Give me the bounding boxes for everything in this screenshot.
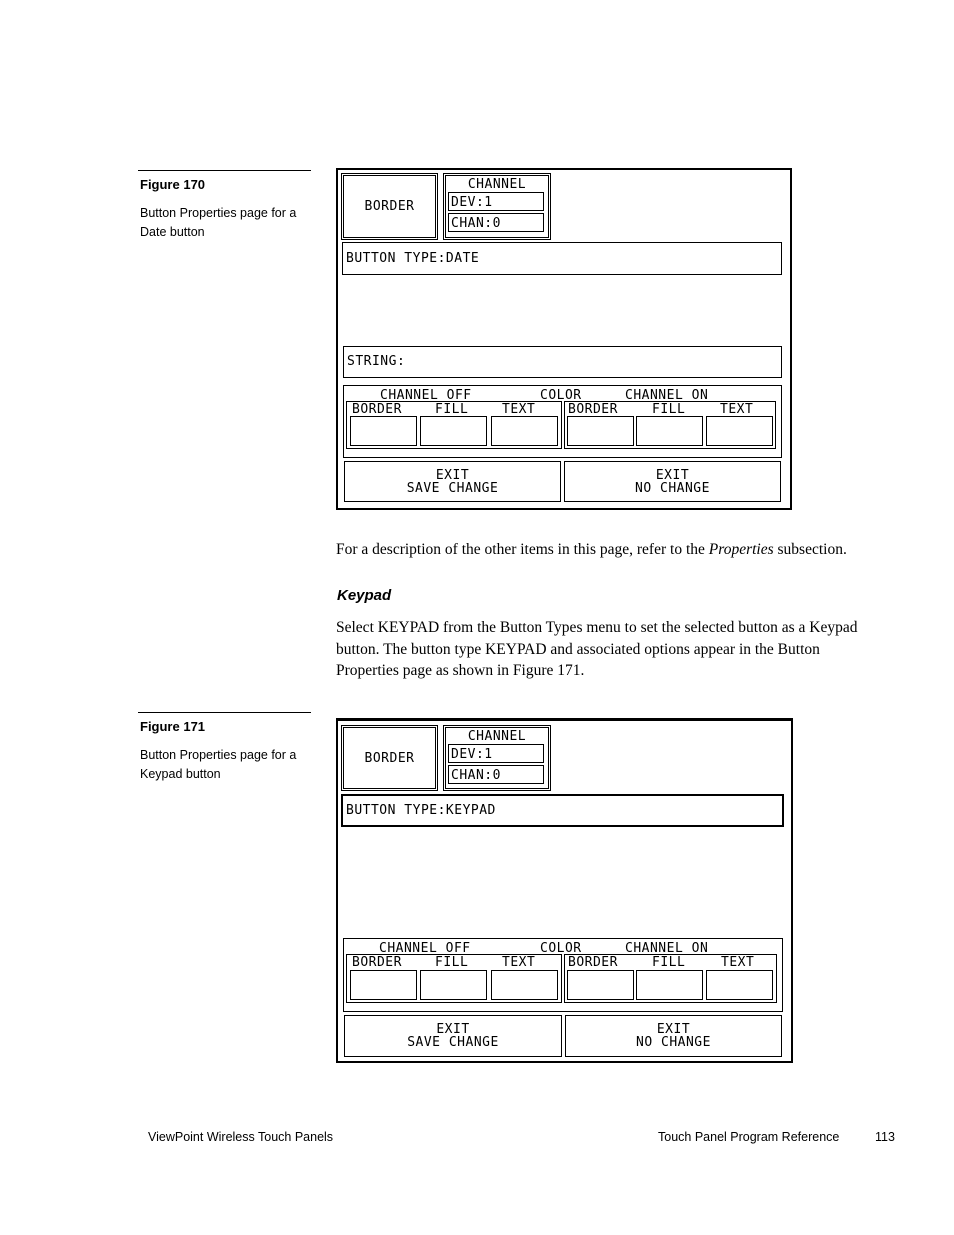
figure-171-title: Figure 171	[140, 719, 206, 734]
on-text-swatch[interactable]	[706, 970, 773, 1000]
channel-off-label: CHANNEL OFF	[380, 388, 472, 403]
color-group	[343, 385, 782, 458]
no-change-label: NO CHANGE	[635, 480, 710, 496]
channel-on-label: CHANNEL ON	[625, 388, 709, 403]
dev-value: DEV:1	[451, 195, 493, 210]
figure-170-caption	[140, 204, 296, 242]
save-change-label: SAVE CHANGE	[407, 1035, 499, 1050]
exit-label: EXIT	[436, 1022, 470, 1037]
button-type-value: BUTTON TYPE:KEYPAD	[346, 803, 496, 818]
col-fill-label: FILL	[435, 402, 469, 417]
figure-170-panel	[336, 168, 792, 510]
color-label: COLOR	[540, 941, 582, 956]
caption-line: Date button	[140, 225, 205, 239]
footer-section: Touch Panel Program Reference	[658, 1130, 840, 1144]
on-fill-swatch[interactable]	[636, 416, 703, 446]
page-number: 113	[875, 1130, 895, 1144]
chan-value: CHAN:0	[451, 216, 501, 231]
figure-171-panel	[336, 718, 793, 1063]
col-fill-label: FILL	[435, 955, 469, 970]
caption-rule	[138, 712, 311, 713]
channel-label: CHANNEL	[467, 177, 527, 192]
off-fill-swatch[interactable]	[420, 416, 487, 446]
exit-label: EXIT	[656, 1022, 691, 1037]
col-fill-label: FILL	[652, 402, 686, 417]
col-border-label: BORDER	[352, 402, 402, 417]
exit-save-change-button[interactable]	[344, 1015, 562, 1057]
border-button-label: BORDER	[364, 199, 415, 214]
button-type-field[interactable]	[341, 794, 784, 827]
border-button[interactable]	[341, 725, 438, 791]
string-field[interactable]	[343, 346, 782, 378]
border-button[interactable]	[341, 173, 438, 240]
off-fill-swatch[interactable]	[420, 970, 487, 1000]
caption-line: Button Properties page for a	[140, 206, 297, 220]
paragraph-text: For a description of the other items in this page, refer to the	[336, 541, 709, 558]
off-text-swatch[interactable]	[491, 416, 558, 446]
col-text-label: TEXT	[720, 402, 754, 417]
exit-no-change-button[interactable]	[564, 461, 781, 502]
paragraph-line: button. The button type KEYPAD and associated options appear in the Button	[336, 640, 820, 658]
channel-on-group	[564, 401, 776, 449]
col-border-label: BORDER	[352, 955, 402, 970]
channel-off-group	[346, 401, 562, 449]
figure-171-caption	[140, 746, 296, 784]
channel-label: CHANNEL	[467, 729, 527, 744]
col-text-label: TEXT	[502, 955, 536, 970]
paragraph-text: subsection.	[773, 541, 847, 558]
button-type-value: BUTTON TYPE:DATE	[346, 251, 480, 266]
off-text-swatch[interactable]	[491, 970, 558, 1000]
save-change-label: SAVE CHANGE	[406, 480, 499, 496]
figure-170-title: Figure 170	[140, 177, 206, 192]
channel-on-group	[564, 954, 777, 1003]
channel-group	[443, 173, 551, 240]
exit-no-change-button[interactable]	[565, 1015, 782, 1057]
caption-line: Button Properties page for a	[140, 748, 297, 762]
col-fill-label: FILL	[652, 955, 686, 970]
on-fill-swatch[interactable]	[636, 970, 703, 1000]
col-text-label: TEXT	[502, 402, 536, 417]
description-paragraph	[336, 539, 847, 561]
on-text-swatch[interactable]	[706, 416, 773, 446]
col-border-label: BORDER	[568, 955, 618, 970]
exit-label: EXIT	[655, 467, 690, 483]
string-label: STRING:	[347, 354, 406, 369]
chan-field[interactable]	[448, 213, 544, 232]
channel-on-label: CHANNEL ON	[625, 941, 709, 956]
dev-value: DEV:1	[451, 747, 493, 762]
col-text-label: TEXT	[721, 955, 755, 970]
chan-field[interactable]	[448, 765, 544, 784]
exit-label: EXIT	[435, 467, 470, 483]
border-button-label: BORDER	[364, 750, 415, 766]
paragraph-line: Properties page as shown in Figure 171.	[336, 662, 585, 679]
keypad-paragraph	[336, 617, 858, 682]
on-border-swatch[interactable]	[567, 416, 634, 446]
button-type-field[interactable]	[342, 242, 782, 275]
exit-save-change-button[interactable]	[344, 461, 561, 502]
col-border-label: BORDER	[568, 402, 618, 417]
dev-field[interactable]	[448, 192, 544, 211]
channel-off-label: CHANNEL OFF	[379, 941, 471, 956]
off-border-swatch[interactable]	[350, 970, 417, 1000]
on-border-swatch[interactable]	[567, 970, 634, 1000]
caption-line: Keypad button	[140, 767, 221, 781]
section-heading: Keypad	[337, 587, 392, 604]
properties-reference: Properties	[708, 541, 774, 558]
paragraph-line: Select KEYPAD from the Button Types menu to set the selected button as a Keypad	[336, 619, 858, 636]
footer-product: ViewPoint Wireless Touch Panels	[148, 1130, 334, 1144]
no-change-label: NO CHANGE	[636, 1035, 711, 1050]
caption-rule	[138, 170, 311, 171]
color-group	[343, 938, 783, 1012]
off-border-swatch[interactable]	[350, 416, 417, 446]
color-label: COLOR	[540, 388, 582, 403]
chan-value: CHAN:0	[451, 768, 501, 783]
channel-group	[443, 725, 551, 791]
channel-off-group	[346, 954, 562, 1003]
dev-field[interactable]	[448, 744, 544, 763]
